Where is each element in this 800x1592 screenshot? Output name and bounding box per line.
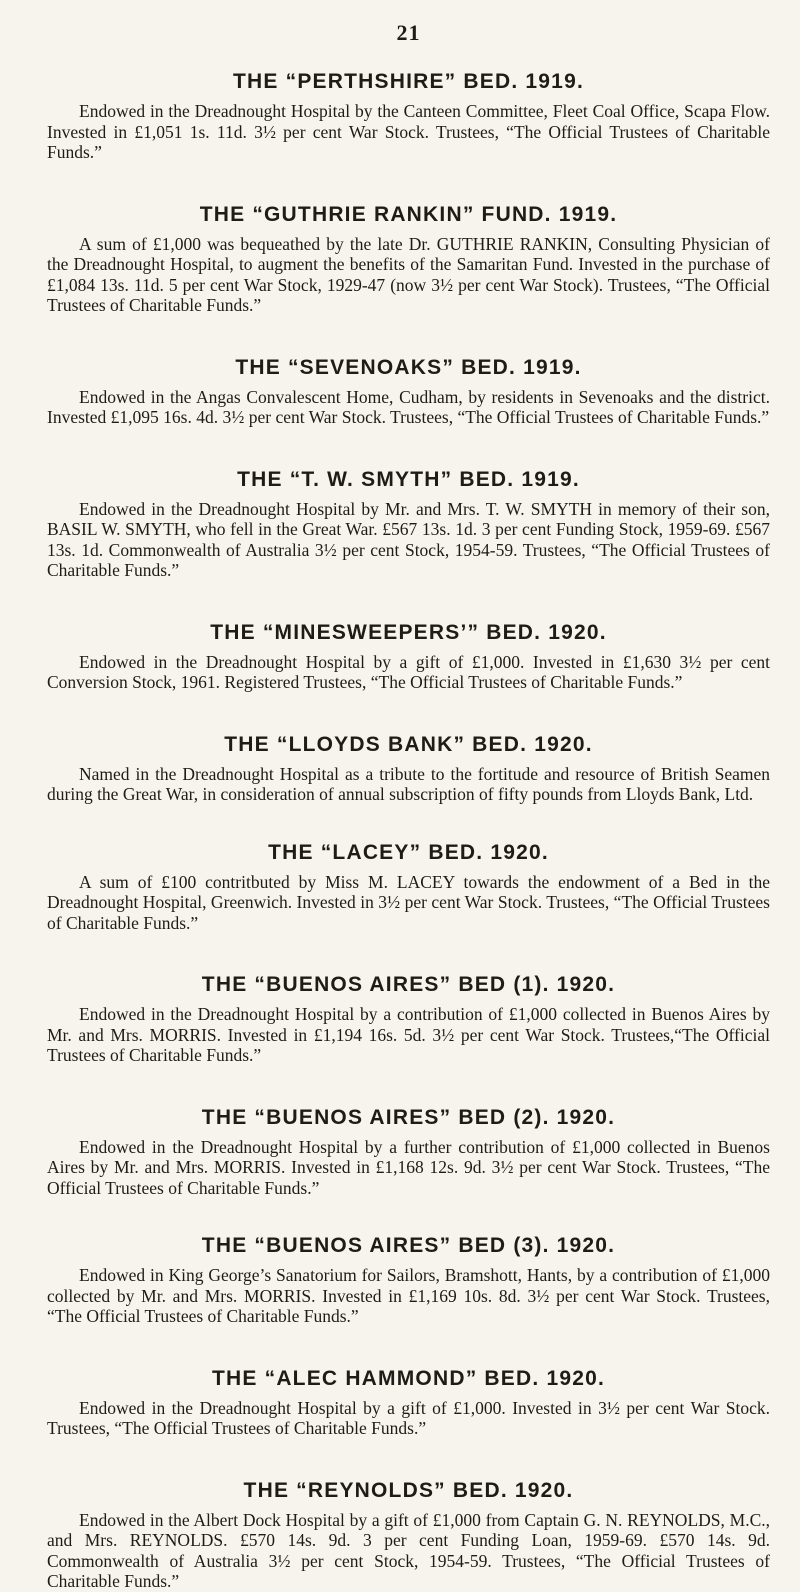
entry-lacey-bed xyxy=(47,841,770,934)
entry-body: A sum of £1,000 was bequeathed by the late Dr. GUTHRIE RANKIN, Consulting Physician of the Dreadnought Hospital, to augment the benefits of the Samaritan Fund. Invested in the purchase of £1,084 13s. 11d. 5 per cent War Stock, 1929-47 (now 3½ per cent War Stock). Trustees, “The Official Trustees of Charitable Funds.” xyxy=(47,233,770,315)
entry-buenos-aires-bed-1 xyxy=(47,973,770,1066)
spacer xyxy=(47,428,770,468)
entry-body: Endowed in the Albert Dock Hospital by a gift of £1,000 from Captain G. N. REYNOLDS, M.C., and Mrs. REYNOLDS. £570 14s. 9d. 3 per cent Funding Loan, 1959-69. £570 14s. 9d. Commonwealth of Australia 3½ per cent Stock, 1954-59. Trustees, “The Official Trustees of Charitable Funds.” xyxy=(47,1509,770,1591)
entry-lloyds-bank-bed xyxy=(47,733,770,805)
entry-heading: THE “T. W. SMYTH” BED. 1919. xyxy=(237,467,580,491)
entry-heading: THE “MINESWEEPERS’” BED. 1920. xyxy=(210,620,607,644)
entry-guthrie-rankin-fund xyxy=(47,203,770,316)
entry-perthshire-bed xyxy=(47,70,770,163)
entry-alec-hammond-bed xyxy=(47,1367,770,1439)
spacer xyxy=(47,163,770,203)
entry-minesweepers-bed xyxy=(47,621,770,693)
entry-body: Endowed in the Dreadnought Hospital by a further contribution of £1,000 collected in Buenos Aires by Mr. and Mrs. MORRIS. Invested in £1,168 12s. 9d. 3½ per cent War Stock. Trustees, “The Official Trustees of Charitable Funds.” xyxy=(47,1136,770,1198)
entry-body: Endowed in the Dreadnought Hospital by a gift of £1,000. Invested in £1,630 3½ per cent Conversion Stock, 1961. Registered Trustees, “The Official Trustees of Charitable Funds.” xyxy=(47,651,770,692)
spacer xyxy=(47,316,770,356)
entry-body: Endowed in King George’s Sanatorium for Sailors, Bramshott, Hants, by a contribution of £1,000 collected by Mr. and Mrs. MORRIS. Invested in £1,169 10s. 8d. 3½ per cent War Stock. Trustees, “The Official Trustees of Charitable Funds.” xyxy=(47,1265,770,1326)
entry-body: A sum of £100 contritbuted by Miss M. LACEY towards the endowment of a Bed in the Dreadnought Hospital, Greenwich. Invested in 3½ per cent War Stock. Trustees, “The Official Trustees of Charitable Funds.” xyxy=(47,871,770,933)
entry-t-w-smyth-bed xyxy=(47,468,770,581)
spacer xyxy=(47,933,770,973)
entry-heading: THE “GUTHRIE RANKIN” FUND. 1919. xyxy=(199,202,618,226)
entry-body: Endowed in the Dreadnought Hospital by the Canteen Committee, Fleet Coal Office, Scapa Flow. Invested in £1,051 1s. 11d. 3½ per cent War Stock. Trustees, “The Official Trustees of Charitable Funds.” xyxy=(47,101,770,162)
spacer xyxy=(47,1198,770,1234)
entry-heading: THE “ALEC HAMMOND” BED. 1920. xyxy=(211,1366,605,1390)
entry-body: Endowed in the Dreadnought Hospital by a contribution of £1,000 collected in Buenos Aires by Mr. and Mrs. MORRIS. Invested in £1,194 16s. 5d. 3½ per cent War Stock. Trustees,“The Official Trustees of Charitable Funds.” xyxy=(47,1004,770,1065)
entry-reynolds-bed xyxy=(47,1479,770,1592)
spacer xyxy=(47,693,770,733)
entry-heading: THE “PERTHSHIRE” BED. 1919. xyxy=(233,70,584,93)
entry-heading: THE “LACEY” BED. 1920. xyxy=(268,840,549,864)
entry-body: Endowed in the Angas Convalescent Home, Cudham, by residents in Sevenoaks and the district. Invested £1,095 16s. 4d. 3½ per cent War Stock. Trustees, “The Official Trustees of Charitable Funds.” xyxy=(47,386,770,427)
entry-heading: THE “BUENOS AIRES” BED (3). 1920. xyxy=(201,1234,616,1257)
entry-heading: THE “BUENOS AIRES” BED (2). 1920. xyxy=(201,1105,616,1129)
entry-heading: THE “REYNOLDS” BED. 1920. xyxy=(243,1478,574,1502)
spacer xyxy=(47,581,770,621)
page-number: 21 xyxy=(396,20,421,45)
spacer xyxy=(47,1439,770,1479)
entry-buenos-aires-bed-3 xyxy=(47,1234,770,1327)
entry-body: Endowed in the Dreadnought Hospital by a gift of £1,000. Invested in 3½ per cent War Stock. Trustees, “The Official Trustees of Charitable Funds.” xyxy=(47,1397,770,1438)
spacer xyxy=(47,805,770,841)
entry-heading: THE “SEVENOAKS” BED. 1919. xyxy=(235,355,582,379)
entry-buenos-aires-bed-2 xyxy=(47,1106,770,1199)
entry-body: Named in the Dreadnought Hospital as a tribute to the fortitude and resource of British Seamen during the Great War, in consideration of annual subscription of fifty pounds from Lloyds Bank, Ltd. xyxy=(47,763,770,804)
entry-heading: THE “LLOYDS BANK” BED. 1920. xyxy=(224,732,593,756)
entry-heading: THE “BUENOS AIRES” BED (1). 1920. xyxy=(201,973,616,996)
spacer xyxy=(47,1066,770,1106)
entry-sevenoaks-bed xyxy=(47,356,770,428)
entry-body: Endowed in the Dreadnought Hospital by Mr. and Mrs. T. W. SMYTH in memory of their son, BASIL W. SMYTH, who fell in the Great War. £567 13s. 1d. 3 per cent Funding Stock, 1959-69. £567 13s. 1d. Commonwealth of Australia 3½ per cent Stock, 1954-59. Trustees, “The Official Trustees of Charitable Funds.” xyxy=(47,498,770,580)
spacer xyxy=(47,1327,770,1367)
